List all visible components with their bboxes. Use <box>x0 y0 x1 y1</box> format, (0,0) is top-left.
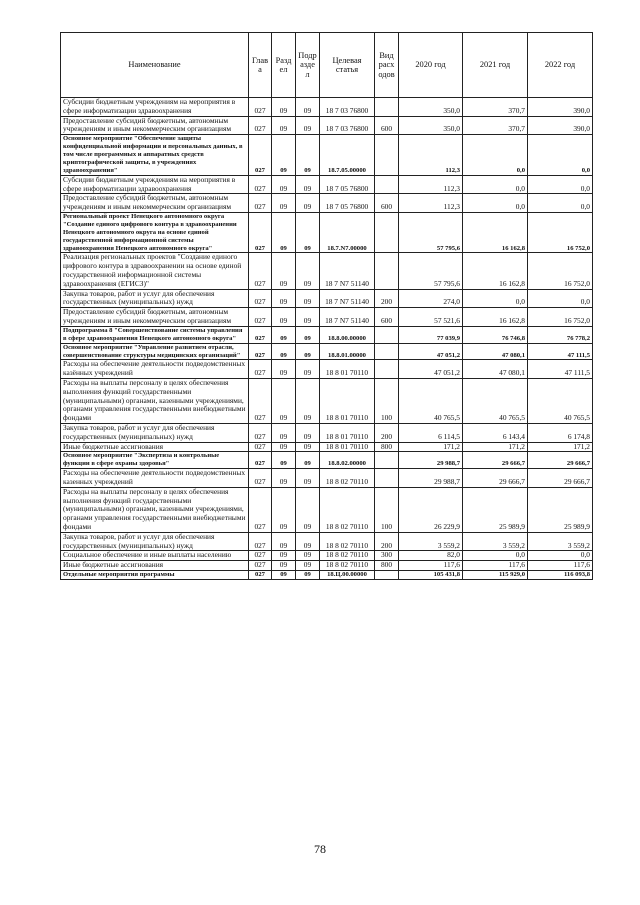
table-row <box>61 116 593 135</box>
cell-glava: 027 <box>249 487 272 532</box>
header-razdel: Раздел <box>272 33 296 98</box>
cell-2020: 112,3 <box>399 175 463 194</box>
cell-2022: 171,2 <box>528 442 593 452</box>
table-header-row <box>61 33 593 98</box>
cell-podrazdel: 09 <box>296 487 320 532</box>
cell-razdel: 09 <box>272 532 296 551</box>
table-row <box>61 360 593 379</box>
cell-name: Отдельные мероприятия программы <box>61 570 249 579</box>
cell-2020: 274,0 <box>399 289 463 308</box>
cell-expense-type: 100 <box>375 487 399 532</box>
cell-expense-type <box>375 452 399 469</box>
cell-2020: 57 795,6 <box>399 253 463 289</box>
cell-glava: 027 <box>249 135 272 176</box>
cell-2021: 47 080,1 <box>463 360 528 379</box>
table-row <box>61 98 593 117</box>
cell-name: Региональный проект Ненецкого автономного округа "Создание единого цифрового контура в здравоохранении Ненецкого автономного округа на основе единой государственной информационной системы здравоохранения Ненецкого автономного округа" <box>61 212 249 253</box>
cell-podrazdel: 09 <box>296 452 320 469</box>
cell-podrazdel: 09 <box>296 379 320 424</box>
cell-2022: 16 752,0 <box>528 212 593 253</box>
cell-razdel: 09 <box>272 212 296 253</box>
cell-2022: 0,0 <box>528 194 593 213</box>
cell-2021: 6 143,4 <box>463 424 528 443</box>
cell-podrazdel: 09 <box>296 570 320 579</box>
cell-article: 18.8.00.00000 <box>320 326 375 343</box>
cell-article: 18 8 01 70110 <box>320 379 375 424</box>
cell-2021: 29 666,7 <box>463 452 528 469</box>
cell-expense-type: 200 <box>375 532 399 551</box>
cell-razdel: 09 <box>272 175 296 194</box>
table-row <box>61 326 593 343</box>
cell-glava: 027 <box>249 469 272 488</box>
cell-razdel: 09 <box>272 135 296 176</box>
cell-podrazdel: 09 <box>296 212 320 253</box>
cell-2020: 350,0 <box>399 98 463 117</box>
cell-expense-type <box>375 253 399 289</box>
cell-2021: 29 666,7 <box>463 469 528 488</box>
cell-expense-type: 800 <box>375 442 399 452</box>
cell-2021: 115 929,0 <box>463 570 528 579</box>
cell-2022: 116 093,8 <box>528 570 593 579</box>
cell-2020: 117,6 <box>399 561 463 571</box>
cell-expense-type <box>375 98 399 117</box>
cell-2022: 29 666,7 <box>528 452 593 469</box>
table-row <box>61 175 593 194</box>
cell-name: Расходы на обеспечение деятельности подведомственных казённых учреждений <box>61 360 249 379</box>
cell-2021: 40 765,5 <box>463 379 528 424</box>
cell-2021: 0,0 <box>463 194 528 213</box>
cell-glava: 027 <box>249 551 272 561</box>
cell-2021: 76 746,8 <box>463 326 528 343</box>
cell-expense-type: 600 <box>375 194 399 213</box>
cell-podrazdel: 09 <box>296 175 320 194</box>
table-row <box>61 308 593 327</box>
cell-glava: 027 <box>249 308 272 327</box>
cell-2020: 6 114,5 <box>399 424 463 443</box>
cell-article: 18.8.02.00000 <box>320 452 375 469</box>
cell-expense-type <box>375 570 399 579</box>
header-article: Целевая статья <box>320 33 375 98</box>
cell-2022: 16 752,0 <box>528 253 593 289</box>
cell-glava: 027 <box>249 194 272 213</box>
cell-article: 18 7 05 76800 <box>320 194 375 213</box>
cell-2021: 0,0 <box>463 289 528 308</box>
cell-razdel: 09 <box>272 360 296 379</box>
cell-article: 18 8 01 70110 <box>320 424 375 443</box>
cell-2022: 390,0 <box>528 98 593 117</box>
cell-razdel: 09 <box>272 343 296 360</box>
table-row <box>61 343 593 360</box>
cell-2020: 112,3 <box>399 135 463 176</box>
table-row <box>61 253 593 289</box>
cell-article: 18.Ц.00.00000 <box>320 570 375 579</box>
cell-2021: 370,7 <box>463 116 528 135</box>
cell-name: Основное мероприятие "Обеспечение защиты конфиденциальной информации и персональных данных, в том числе программных и аппаратных средств криптографической защиты, в учреждениях здравоохранения" <box>61 135 249 176</box>
cell-2022: 117,6 <box>528 561 593 571</box>
cell-razdel: 09 <box>272 194 296 213</box>
cell-2022: 0,0 <box>528 551 593 561</box>
budget-table <box>60 32 593 580</box>
cell-2021: 117,6 <box>463 561 528 571</box>
cell-glava: 027 <box>249 289 272 308</box>
cell-article: 18 7 N7 51140 <box>320 289 375 308</box>
cell-glava: 027 <box>249 98 272 117</box>
table-row <box>61 469 593 488</box>
cell-razdel: 09 <box>272 452 296 469</box>
cell-podrazdel: 09 <box>296 116 320 135</box>
cell-expense-type: 200 <box>375 289 399 308</box>
cell-2020: 77 039,9 <box>399 326 463 343</box>
cell-glava: 027 <box>249 452 272 469</box>
cell-glava: 027 <box>249 561 272 571</box>
header-expense-type: Вид расходов <box>375 33 399 98</box>
table-row <box>61 212 593 253</box>
cell-glava: 027 <box>249 326 272 343</box>
cell-razdel: 09 <box>272 570 296 579</box>
cell-name: Предоставление субсидий бюджетным, автономным учреждениям и иным некоммерческим организациям <box>61 308 249 327</box>
cell-razdel: 09 <box>272 308 296 327</box>
table-row <box>61 424 593 443</box>
cell-podrazdel: 09 <box>296 253 320 289</box>
cell-expense-type: 600 <box>375 116 399 135</box>
cell-2020: 40 765,5 <box>399 379 463 424</box>
cell-2022: 0,0 <box>528 289 593 308</box>
cell-expense-type: 800 <box>375 561 399 571</box>
cell-razdel: 09 <box>272 424 296 443</box>
cell-2022: 16 752,0 <box>528 308 593 327</box>
cell-expense-type <box>375 326 399 343</box>
page-number: 78 <box>314 842 326 856</box>
cell-name: Закупка товаров, работ и услуг для обеспечения государственных (муниципальных) нужд <box>61 532 249 551</box>
cell-glava: 027 <box>249 343 272 360</box>
cell-2022: 40 765,5 <box>528 379 593 424</box>
cell-podrazdel: 09 <box>296 308 320 327</box>
cell-podrazdel: 09 <box>296 442 320 452</box>
cell-article: 18.7.N7.00000 <box>320 212 375 253</box>
table-row <box>61 289 593 308</box>
cell-podrazdel: 09 <box>296 194 320 213</box>
table-row <box>61 452 593 469</box>
cell-glava: 027 <box>249 175 272 194</box>
cell-2020: 47 051,2 <box>399 360 463 379</box>
cell-2022: 47 111,5 <box>528 360 593 379</box>
table-row <box>61 570 593 579</box>
cell-expense-type: 100 <box>375 379 399 424</box>
cell-2022: 3 559,2 <box>528 532 593 551</box>
cell-article: 18 8 02 70110 <box>320 561 375 571</box>
cell-article: 18 8 02 70110 <box>320 487 375 532</box>
cell-2021: 16 162,8 <box>463 253 528 289</box>
cell-razdel: 09 <box>272 98 296 117</box>
cell-2021: 16 162,8 <box>463 308 528 327</box>
cell-glava: 027 <box>249 379 272 424</box>
cell-2020: 29 988,7 <box>399 469 463 488</box>
cell-glava: 027 <box>249 116 272 135</box>
cell-2021: 25 989,9 <box>463 487 528 532</box>
cell-expense-type: 200 <box>375 424 399 443</box>
cell-name: Иные бюджетные ассигнования <box>61 561 249 571</box>
cell-razdel: 09 <box>272 253 296 289</box>
cell-article: 18 7 05 76800 <box>320 175 375 194</box>
cell-name: Основное мероприятие "Экспертиза и контрольные функции в сфере охраны здоровья" <box>61 452 249 469</box>
cell-2021: 3 559,2 <box>463 532 528 551</box>
cell-2021: 171,2 <box>463 442 528 452</box>
cell-2020: 47 051,2 <box>399 343 463 360</box>
cell-2020: 105 431,8 <box>399 570 463 579</box>
table-row <box>61 532 593 551</box>
cell-podrazdel: 09 <box>296 469 320 488</box>
cell-expense-type <box>375 135 399 176</box>
cell-2021: 0,0 <box>463 135 528 176</box>
cell-podrazdel: 09 <box>296 289 320 308</box>
cell-article: 18.8.01.00000 <box>320 343 375 360</box>
cell-glava: 027 <box>249 570 272 579</box>
cell-razdel: 09 <box>272 289 296 308</box>
cell-expense-type: 600 <box>375 308 399 327</box>
table-row <box>61 379 593 424</box>
table-row <box>61 442 593 452</box>
cell-2022: 390,0 <box>528 116 593 135</box>
cell-2022: 0,0 <box>528 175 593 194</box>
cell-2022: 0,0 <box>528 135 593 176</box>
table-row <box>61 487 593 532</box>
cell-podrazdel: 09 <box>296 98 320 117</box>
cell-glava: 027 <box>249 212 272 253</box>
cell-article: 18 8 02 70110 <box>320 551 375 561</box>
cell-podrazdel: 09 <box>296 135 320 176</box>
cell-article: 18 7 03 76800 <box>320 98 375 117</box>
cell-2021: 0,0 <box>463 175 528 194</box>
table-body <box>61 98 593 580</box>
header-2022: 2022 год <box>528 33 593 98</box>
cell-2022: 6 174,8 <box>528 424 593 443</box>
cell-name: Основное мероприятие "Управление развитием отрасли, совершенствование структуры медицинских организаций" <box>61 343 249 360</box>
cell-podrazdel: 09 <box>296 424 320 443</box>
cell-podrazdel: 09 <box>296 532 320 551</box>
cell-razdel: 09 <box>272 469 296 488</box>
cell-2022: 47 111,5 <box>528 343 593 360</box>
cell-2021: 370,7 <box>463 98 528 117</box>
cell-2020: 57 795,6 <box>399 212 463 253</box>
cell-name: Предоставление субсидий бюджетным, автономным учреждениям и иным некоммерческим организациям <box>61 194 249 213</box>
cell-article: 18.7.05.00000 <box>320 135 375 176</box>
cell-name: Расходы на обеспечение деятельности подведомственных казенных учреждений <box>61 469 249 488</box>
cell-2020: 57 521,6 <box>399 308 463 327</box>
cell-2020: 350,0 <box>399 116 463 135</box>
cell-article: 18 8 02 70110 <box>320 532 375 551</box>
cell-article: 18 8 01 70110 <box>320 442 375 452</box>
cell-2020: 82,0 <box>399 551 463 561</box>
cell-razdel: 09 <box>272 116 296 135</box>
cell-name: Подпрограмма 8 "Совершенствование системы управления в сфере здравоохранения Ненецкого автономного округа" <box>61 326 249 343</box>
cell-name: Расходы на выплаты персоналу в целях обеспечения выполнения функций государственными (муниципальными) органами, казенными учреждениями, органами управления государственными внебюджетными фондами <box>61 487 249 532</box>
cell-podrazdel: 09 <box>296 360 320 379</box>
cell-expense-type: 300 <box>375 551 399 561</box>
cell-2020: 29 988,7 <box>399 452 463 469</box>
cell-2020: 171,2 <box>399 442 463 452</box>
cell-razdel: 09 <box>272 326 296 343</box>
cell-name: Расходы на выплаты персоналу в целях обеспечения выполнения функций государственными (муниципальными) органами, казенными учреждениями, органами управления государственными внебюджетными фондами <box>61 379 249 424</box>
cell-expense-type <box>375 343 399 360</box>
table-row <box>61 194 593 213</box>
cell-razdel: 09 <box>272 442 296 452</box>
cell-glava: 027 <box>249 253 272 289</box>
cell-article: 18 7 03 76800 <box>320 116 375 135</box>
cell-razdel: 09 <box>272 379 296 424</box>
cell-name: Социальное обеспечение и иные выплаты населению <box>61 551 249 561</box>
cell-2022: 76 778,2 <box>528 326 593 343</box>
cell-name: Закупка товаров, работ и услуг для обеспечения государственных (муниципальных) нужд <box>61 424 249 443</box>
cell-podrazdel: 09 <box>296 551 320 561</box>
cell-razdel: 09 <box>272 551 296 561</box>
cell-name: Субсидии бюджетным учреждениям на мероприятия в сфере информатизации здравоохранения <box>61 98 249 117</box>
cell-podrazdel: 09 <box>296 326 320 343</box>
header-podrazdel: Подраздел <box>296 33 320 98</box>
cell-name: Субсидии бюджетным учреждениям на мероприятия в сфере информатизации здравоохранения <box>61 175 249 194</box>
cell-expense-type <box>375 360 399 379</box>
cell-name: Реализация региональных проектов "Создание единого цифрового контура в здравоохранении на основе единой государственной информационной системы здравоохранения (ЕГИСЗ)" <box>61 253 249 289</box>
header-name: Наименование <box>61 33 249 98</box>
table-row <box>61 135 593 176</box>
cell-2020: 26 229,9 <box>399 487 463 532</box>
cell-glava: 027 <box>249 424 272 443</box>
cell-glava: 027 <box>249 360 272 379</box>
cell-2020: 112,3 <box>399 194 463 213</box>
cell-2021: 0,0 <box>463 551 528 561</box>
cell-2021: 16 162,8 <box>463 212 528 253</box>
cell-name: Закупка товаров, работ и услуг для обеспечения государственных (муниципальных) нужд <box>61 289 249 308</box>
cell-2021: 47 080,1 <box>463 343 528 360</box>
cell-expense-type <box>375 469 399 488</box>
cell-article: 18 7 N7 51140 <box>320 253 375 289</box>
header-2020: 2020 год <box>399 33 463 98</box>
cell-razdel: 09 <box>272 487 296 532</box>
header-glava: Глава <box>249 33 272 98</box>
cell-razdel: 09 <box>272 561 296 571</box>
cell-name: Предоставление субсидий бюджетным, автономным учреждениям и иным некоммерческим организациям <box>61 116 249 135</box>
cell-article: 18 8 02 70110 <box>320 469 375 488</box>
cell-expense-type <box>375 212 399 253</box>
cell-podrazdel: 09 <box>296 343 320 360</box>
cell-article: 18 8 01 70110 <box>320 360 375 379</box>
cell-article: 18 7 N7 51140 <box>320 308 375 327</box>
table-row <box>61 561 593 571</box>
cell-name: Иные бюджетные ассигнования <box>61 442 249 452</box>
header-2021: 2021 год <box>463 33 528 98</box>
table-row <box>61 551 593 561</box>
cell-2020: 3 559,2 <box>399 532 463 551</box>
cell-glava: 027 <box>249 442 272 452</box>
cell-2022: 29 666,7 <box>528 469 593 488</box>
cell-2022: 25 989,9 <box>528 487 593 532</box>
cell-podrazdel: 09 <box>296 561 320 571</box>
cell-glava: 027 <box>249 532 272 551</box>
cell-expense-type <box>375 175 399 194</box>
